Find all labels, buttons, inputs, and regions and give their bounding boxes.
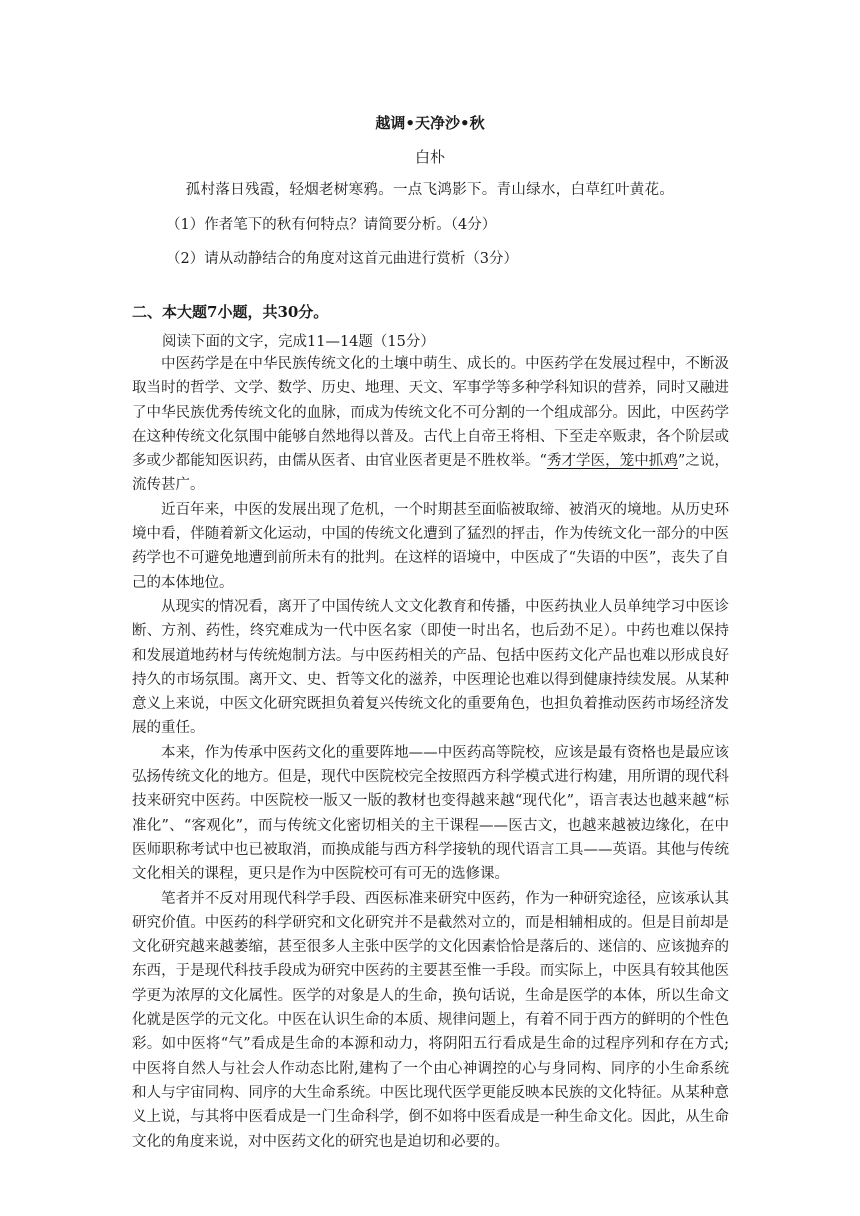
reading-article (132, 352, 729, 1154)
poem-author: 白朴 (414, 148, 445, 166)
paragraph-1-text-start: 中医药学是在中华民族传统文化的土壤中萌生、成长的。中医药学在发展过程中，不断汲取当时的哲学、文学、数学、历史、地理、天文、军事学等多种学科知识的营养，同时又融进了中华民族优秀传统文化的血脉，而成为传统文化不可分割的一个组成部分。因此，中医药学在这种传统文化氛围中能够自然地得以普及。古代上自帝王将相、下至走卒贩隶，各个阶层或多或少都能知医识药，由儒从医者、由官业医者更是不胜枚举。“ (132, 356, 729, 470)
article-paragraph-3: 从现实的情况看，离开了中国传统人文文化教育和传播，中医药执业人员单纯学习中医诊断、方剂、药性，终究难成为一代中医名家（即使一时出名，也后劲不足）。中药也难以保持和发展道地药材与传统炮制方法。与中医药相关的产品、包括中医药文化产品也难以形成良好持久的市场氛围。离开文、史、哲等文化的滋养，中医理论也难以得到健康持续发展。从某种意义上来说，中医文化研究既担负着复兴传统文化的重要角色，也担负着推动医药市场经济发展的重任。 (132, 598, 729, 737)
article-paragraph-4: 本来，作为传承中医药文化的重要阵地——中医药高等院校，应该是最有资格也是最应该弘扬传统文化的地方。但是，现代中医院校完全按照西方科学模式进行构建，用所谓的现代科技来研究中医药。中医院校一版又一版的教材也变得越来越“现代化”，语言表达也越来越“标准化”、“客观化”，而与传统文化密切相关的主干课程——医古文，也越来越被边缘化，在中医师职称考试中也已被取消，而换成能与西方科学接轨的现代语言工具——英语。其他与传统文化相关的课程，更只是作为中医院校可有可无的选修课。 (132, 744, 729, 883)
poem-title: 越调•天净沙•秋 (375, 114, 485, 132)
underlined-quote: 秀才学医，笼中抓鸡 (546, 453, 678, 470)
article-paragraph-1 (132, 352, 729, 498)
paragraph-1-text-end: ”之说，流传甚广。 (132, 453, 729, 494)
poem-text: 孤村落日残霞，轻烟老树寒鸦。一点飞鸿影下。青山绿水，白草红叶黄花。 (185, 182, 675, 198)
article-paragraph-2: 近百年来，中医的发展出现了危机，一个时期甚至面临被取缔、被消灭的境地。从历史环境中看，伴随着新文化运动，中国的传统文化遭到了猛烈的抨击，作为传统文化一部分的中医药学也不可避免地遭到前所未有的批判。在这样的语境中，中医成了“失语的中医”，丧失了自己的本体地位。 (132, 501, 729, 591)
section-heading: 二、本大题7小题，共30分。 (132, 303, 329, 321)
question-2: （2）请从动静结合的角度对这首元曲进行赏析（3分） (166, 251, 518, 267)
question-1: （1）作者笔下的秋有何特点？请简要分析。（4分） (166, 217, 497, 233)
article-paragraph-5: 笔者并不反对用现代科学手段、西医标准来研究中医药，作为一种研究途径，应该承认其研究价值。中医药的科学研究和文化研究并不是截然对立的，而是相辅相成的。但是目前却是文化研究越来越萎缩，甚至很多人主张中医学的文化因素恰恰是落后的、迷信的、应该抛弃的东西，于是现代科技手段成为研究中医药的主要甚至惟一手段。而实际上，中医具有较其他医学更为浓厚的文化属性。医学的对象是人的生命，换句话说，生命是医学的本体，所以生命文化就是医学的元文化。中医在认识生命的本质、规律问题上，有着不同于西方的鲜明的个性色彩。如中医将“气”看成是生命的本源和动力，将阴阳五行看成是生命的过程序列和存在方式;中医将自然人与社会人作动态比附,建构了一个由心神调控的心与身同构、同序的小生命系统和人与宇宙同构、同序的大生命系统。中医比现代医学更能反映本民族的文化特征。从某种意义上说，与其将中医看成是一门生命科学，倒不如将中医看成是一种生命文化。因此，从生命文化的角度来说，对中医药文化的研究也是迫切和必要的。 (132, 890, 729, 1150)
reading-instructions: 阅读下面的文字，完成11—14题（15分） (162, 334, 435, 350)
